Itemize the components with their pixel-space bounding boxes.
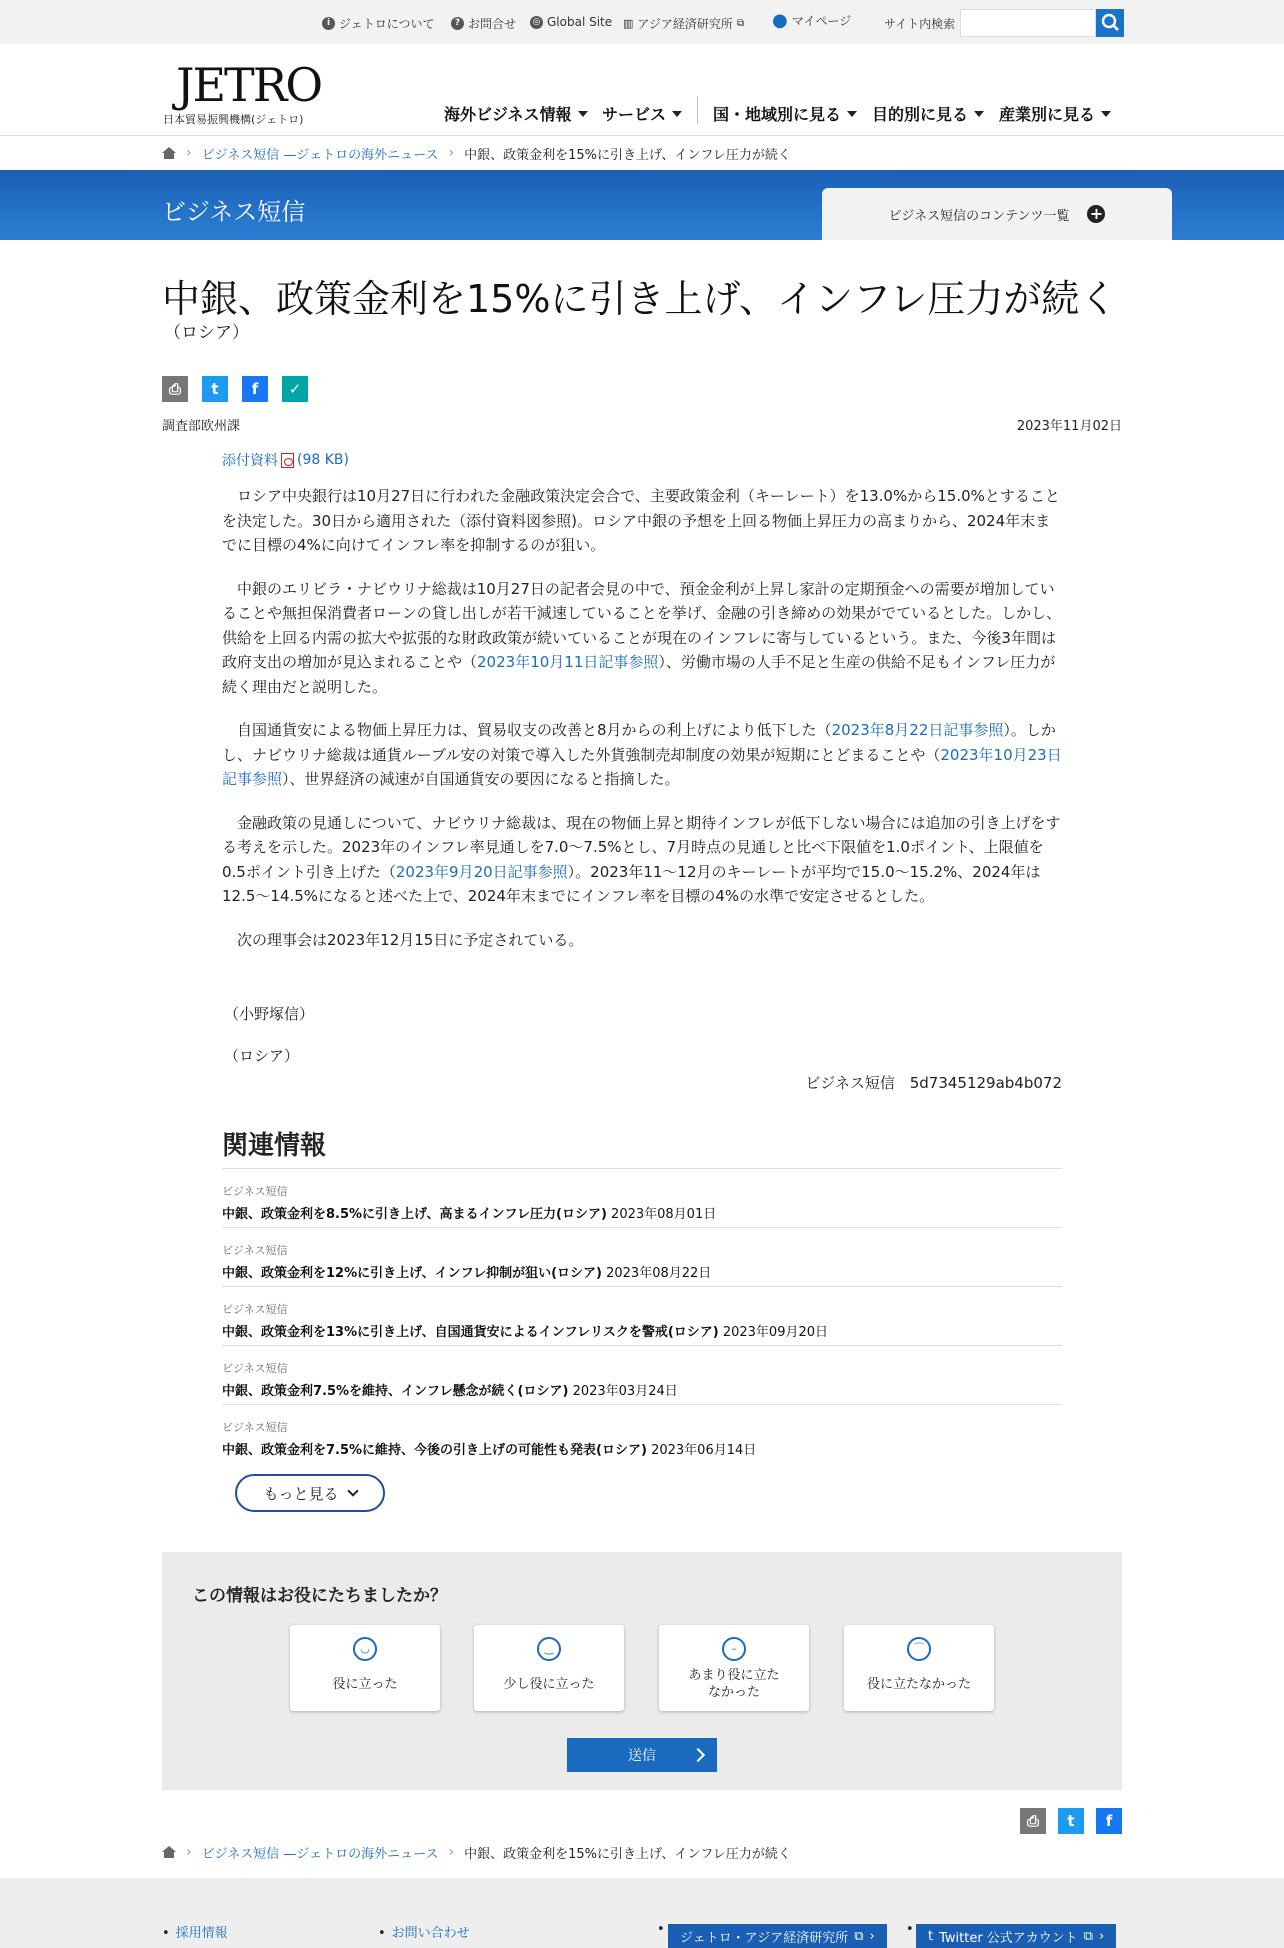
show-more-button[interactable] <box>235 1474 385 1512</box>
text: ）、世界経済の減速が自国通貨安の要因になると指摘した。 <box>282 770 680 788</box>
utility-bar <box>0 0 1284 44</box>
related-info-heading: 関連情報 <box>222 1131 327 1161</box>
search-icon <box>1096 9 1124 37</box>
chevron-right-icon <box>691 1748 705 1762</box>
feedback-label: 少し役に立った <box>503 1676 595 1692</box>
twitter-icon[interactable]: t <box>202 376 228 402</box>
item-title[interactable]: 中銀、政策金利を13%に引き上げ、自国通貨安によるインフレリスクを警戒(ロシア) <box>222 1325 719 1340</box>
external-link-icon: ⧉ <box>736 18 745 29</box>
about-label: ジェトロについて <box>339 17 435 31</box>
home-icon[interactable] <box>162 1846 176 1858</box>
twitter-icon[interactable]: t <box>1058 1808 1084 1834</box>
attachment-label[interactable]: 添付資料 <box>222 453 278 469</box>
global-label: Global Site <box>547 15 613 29</box>
chevron-right-icon: › <box>186 1844 192 1860</box>
article-region-footer: （ロシア） <box>224 1047 300 1065</box>
home-icon[interactable] <box>162 147 176 159</box>
feedback-label: 役に立った <box>332 1676 398 1692</box>
share-buttons-bottom <box>1020 1808 1122 1834</box>
mypage-label: マイページ <box>791 14 852 28</box>
search-input[interactable] <box>960 9 1096 37</box>
bullet: • <box>906 1922 914 1937</box>
chevron-right-icon: › <box>186 145 192 161</box>
article-region: （ロシア） <box>164 323 249 343</box>
attachment-size: (98 KB) <box>297 452 349 468</box>
feedback-panel <box>162 1552 1122 1790</box>
item-date: 2023年08月22日 <box>606 1266 712 1281</box>
list-item[interactable] <box>222 1168 1062 1227</box>
recruit-link[interactable]: • 採用情報 <box>162 1922 228 1941</box>
list-item[interactable] <box>222 1227 1062 1286</box>
caret-down-icon <box>578 111 588 117</box>
breadcrumb-section-link[interactable]: ビジネス短信 —ジェトロの海外ニュース <box>201 147 439 163</box>
plus-icon: + <box>1087 205 1105 223</box>
neutral-face-icon: – <box>722 1637 746 1661</box>
feedback-label-line1: あまり役に立た <box>688 1668 780 1683</box>
search-label: サイト内検索 <box>884 17 956 31</box>
related-list <box>222 1168 1062 1463</box>
banner-title: ビジネス短信 <box>162 198 306 226</box>
author-signoff: （小野塚信） <box>224 1005 315 1023</box>
nav-overseas-business[interactable] <box>444 102 588 125</box>
item-category: ビジネス短信 <box>222 1185 288 1198</box>
text: 自国通貨安による物価上昇圧力は、貿易収支の改善と8月からの利上げにより低下した（ <box>237 721 832 739</box>
page-title: 中銀、政策金利を15%に引き上げ、インフレ圧力が続く <box>162 277 1118 321</box>
item-title[interactable]: 中銀、政策金利を7.5%に維持、今後の引き上げの可能性も発表(ロシア) <box>222 1443 647 1458</box>
breadcrumb-section-link[interactable]: ビジネス短信 —ジェトロの海外ニュース <box>201 1846 439 1862</box>
info-icon: i <box>322 17 335 30</box>
nav-services[interactable] <box>602 102 682 125</box>
text: ）、労働市場の人手不足と生産の供給不足もインフレ圧力が続く理由だと説明した。 <box>222 653 1056 696</box>
hatena-bookmark-icon[interactable]: ✓ <box>282 376 308 402</box>
twitter-icon: t <box>928 1928 934 1944</box>
jetro-logo[interactable]: JETRO <box>176 58 322 112</box>
twitter-account-label: Twitter 公式アカウント <box>939 1930 1078 1946</box>
contents-list-tab[interactable] <box>822 188 1172 240</box>
caret-down-icon <box>974 111 984 117</box>
facebook-icon[interactable]: f <box>1096 1808 1122 1834</box>
site-header <box>0 44 1284 136</box>
text: ）。しかし、ナビウリナ総裁は通貨ルーブル安の対策で導入した外貨強制売却制度の効果が短期にとどまることや（ <box>222 721 1056 764</box>
feedback-question: この情報はお役にたちましたか？ <box>192 1586 447 1606</box>
global-site-link[interactable] <box>530 15 612 29</box>
article-ref-link[interactable]: 2023年10月23日記事参照 <box>222 745 1062 788</box>
article-id <box>805 1072 1062 1093</box>
question-icon: ? <box>451 17 464 30</box>
list-item[interactable] <box>222 1345 1062 1404</box>
about-link[interactable] <box>322 15 435 32</box>
item-date: 2023年06月14日 <box>651 1443 757 1458</box>
item-category: ビジネス短信 <box>222 1421 288 1434</box>
paragraph-3 <box>222 718 1062 792</box>
item-date: 2023年09月20日 <box>722 1325 829 1340</box>
item-category: ビジネス短信 <box>222 1362 288 1375</box>
text: ）。2023年11～12月のキーレートが平均で15.0～15.2%、2024年は12.5～14.5%になると述べた上で、2024年末までにインフレ率を目標の4%の水準で安定させるとした。 <box>222 862 1041 905</box>
print-icon[interactable]: ⎙ <box>1020 1808 1046 1834</box>
print-icon[interactable]: ⎙ <box>162 376 188 402</box>
contact-link[interactable] <box>451 15 516 32</box>
ide-link[interactable] <box>623 15 744 32</box>
logo-subtitle: 日本貿易振興機構(ジェトロ) <box>163 113 304 126</box>
feedback-helpful[interactable] <box>290 1625 440 1711</box>
nav-label: 海外ビジネス情報 <box>444 105 572 124</box>
chevron-right-icon: › <box>869 1928 875 1944</box>
nav-by-region[interactable] <box>713 102 857 125</box>
list-item[interactable] <box>222 1286 1062 1345</box>
mypage-link[interactable] <box>772 10 851 31</box>
id-label: ビジネス短信 <box>805 1074 895 1092</box>
site-footer <box>0 1878 1284 1948</box>
ide-label: アジア経済研究所 <box>637 17 733 31</box>
breadcrumb-bottom <box>162 1842 791 1862</box>
attachment-link[interactable] <box>222 450 349 470</box>
nav-label: 産業別に見る <box>999 105 1096 124</box>
chevron-right-icon: › <box>1098 1928 1105 1944</box>
feedback-label-line2: なかった <box>707 1685 760 1700</box>
author-department: 調査部欧州課 <box>162 419 241 434</box>
feedback-not-helpful[interactable] <box>844 1625 994 1711</box>
globe-icon: ◎ <box>530 16 543 29</box>
nav-label: 目的別に見る <box>872 105 969 124</box>
bullet: • <box>657 1922 665 1937</box>
twitter-account-button[interactable] <box>916 1924 1116 1948</box>
breadcrumb-current: 中銀、政策金利を15%に引き上げ、インフレ圧力が続く <box>464 1846 791 1862</box>
external-link-icon: ⧉ <box>1083 1928 1093 1944</box>
item-title[interactable]: 中銀、政策金利7.5%を維持、インフレ懸念が続く(ロシア) <box>222 1384 569 1399</box>
pdf-icon <box>281 453 294 468</box>
slight-smile-icon: ‿ <box>537 1637 561 1661</box>
frown-icon: ⌒ <box>907 1637 931 1661</box>
section-banner <box>0 170 1284 240</box>
text: 金融政策の見通しについて、ナビウリナ総裁は、現在の物価上昇と期待インフレが低下しない場合には追加の引き上げをする考えを示した。2023年のインフレ率見通しを7.0～7.5%とし、7月時点の見通しと比べ下限値を1.0ポイント、上限値を0.5ポイント引き上げた（ <box>222 813 1061 881</box>
item-date: 2023年03月24日 <box>572 1384 678 1399</box>
item-date: 2023年08月01日 <box>611 1207 717 1222</box>
paragraph-4 <box>222 811 1062 909</box>
item-title[interactable]: 中銀、政策金利を8.5%に引き上げ、高まるインフレ圧力(ロシア) <box>222 1207 607 1222</box>
text: 中銀のエリビラ・ナビウリナ総裁は10月27日の記者会見の中で、預金金利が上昇し家計の定期預金への需要が増加していることや無担保消費者ローンの貸し出しが若干減速していることを挙げ、金融の引き締めの効果がでているとした。しかし、供給を上回る内需の拡大や拡張的な財政政策が続いていることが現在のインフレに寄与しているという。また、今後3年間は政府支出の増加が見込まれることや（ <box>222 579 1062 671</box>
external-link-icon: ⧉ <box>854 1928 864 1944</box>
nav-divider <box>697 96 698 124</box>
search-button[interactable] <box>1096 9 1124 37</box>
breadcrumb-current: 中銀、政策金利を15%に引き上げ、インフレ圧力が続く <box>464 147 791 163</box>
facebook-icon[interactable]: f <box>242 376 268 402</box>
item-category: ビジネス短信 <box>222 1303 288 1316</box>
article-body <box>222 484 1062 971</box>
show-more-label: もっと見る <box>263 1484 339 1503</box>
footer-contact-link[interactable]: • お問い合わせ <box>378 1922 470 1941</box>
caret-down-icon <box>1101 111 1111 117</box>
feedback-label: 役に立たなかった <box>866 1676 971 1692</box>
paragraph-1: ロシア中央銀行は10月27日に行われた金融政策決定会合で、主要政策金利（キーレート）を13.0%から15.0%とすることを決定した。30日から適用された（添付資料図参照)。ロシア中銀の予想を上回る物価上昇圧力の高まりから、2024年末までに目標の4%に向けてインフレ率を抑制するのが狙い。 <box>222 487 1060 554</box>
article-ref-link[interactable]: 2023年9月20日記事参照 <box>395 862 568 881</box>
nav-by-purpose[interactable] <box>872 102 984 125</box>
list-item[interactable] <box>222 1404 1062 1463</box>
chevron-right-icon: › <box>448 1844 455 1860</box>
submit-label: 送信 <box>628 1748 656 1764</box>
caret-down-icon <box>847 111 857 117</box>
breadcrumb <box>162 143 791 163</box>
paragraph-5: 次の理事会は2023年12月15日に予定されている。 <box>237 930 584 949</box>
building-icon: ▥ <box>623 17 634 30</box>
chevron-right-icon: › <box>448 145 455 161</box>
chevron-down-icon <box>347 1485 358 1496</box>
article-ref-link[interactable]: 2023年10月11日記事参照 <box>477 653 659 671</box>
smile-icon: ◡ <box>353 1637 377 1661</box>
item-title[interactable]: 中銀、政策金利を12%に引き上げ、インフレ抑制が狙い(ロシア) <box>222 1266 602 1281</box>
submit-button[interactable] <box>567 1738 717 1772</box>
feedback-label <box>659 1661 809 1707</box>
id-value: 5d7345129ab4b072 <box>909 1074 1062 1092</box>
contents-list-label: ビジネス短信のコンテンツ一覧 <box>888 208 1070 224</box>
nav-label: 国・地域別に見る <box>713 105 842 124</box>
feedback-somewhat-helpful[interactable] <box>474 1625 624 1711</box>
caret-down-icon <box>672 111 682 117</box>
share-buttons <box>162 376 308 402</box>
ide-footer-label: ジェトロ・アジア経済研究所 <box>680 1930 849 1946</box>
item-category: ビジネス短信 <box>222 1244 288 1257</box>
ide-footer-button[interactable] <box>668 1924 887 1948</box>
user-icon: ● <box>772 10 788 31</box>
contact-label: お問合せ <box>468 17 517 31</box>
paragraph-2 <box>222 577 1062 700</box>
nav-label: サービス <box>602 105 667 124</box>
publish-date: 2023年11月02日 <box>1016 419 1122 434</box>
article-ref-link[interactable]: 2023年8月22日記事参照 <box>831 721 1004 739</box>
feedback-not-very-helpful[interactable] <box>659 1625 809 1711</box>
nav-by-industry[interactable] <box>999 102 1111 125</box>
